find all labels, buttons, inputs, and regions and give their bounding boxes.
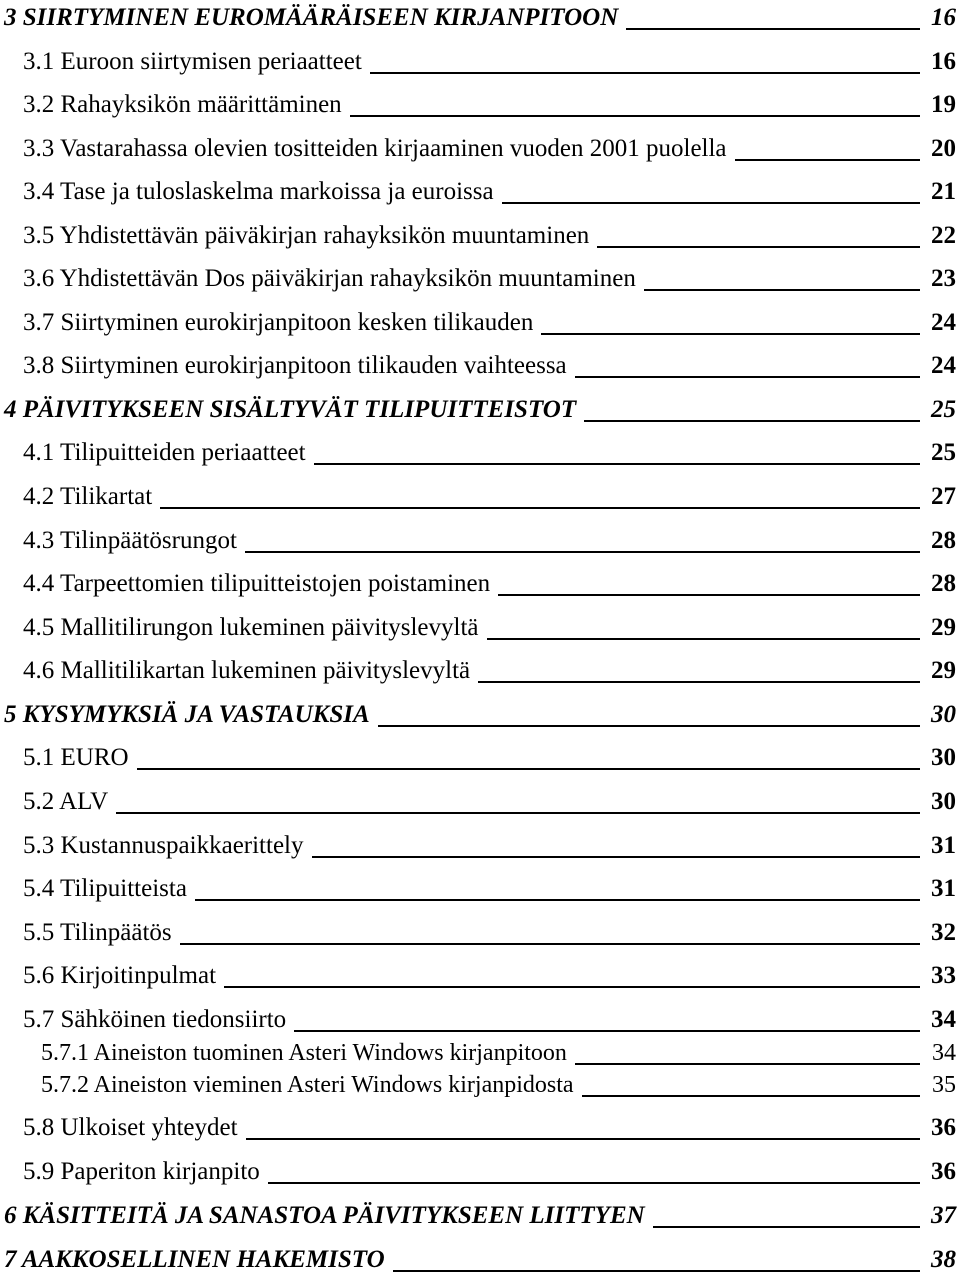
toc-leader-line	[498, 594, 920, 596]
toc-section-entry[interactable]	[0, 564, 960, 604]
toc-leader-line	[294, 1030, 920, 1032]
toc-leader-line	[626, 28, 920, 30]
toc-entry-title: 3.8 Siirtyminen eurokirjanpitoon tilikauden vaihteessa	[23, 352, 567, 379]
toc-section-entry[interactable]	[0, 651, 960, 691]
toc-leader-line	[195, 899, 920, 901]
toc-entry-title: 4.3 Tilinpäätösrungot	[23, 527, 237, 554]
toc-entry-title: 5.8 Ulkoiset yhteydet	[23, 1114, 238, 1141]
toc-entry-title: 3.2 Rahayksikön määrittäminen	[23, 91, 342, 118]
toc-page-number: 29	[931, 657, 956, 684]
toc-section-entry[interactable]	[0, 521, 960, 561]
toc-entry-title: 5 KYSYMYKSIÄ JA VASTAUKSIA	[4, 701, 370, 728]
toc-section-entry[interactable]	[0, 1152, 960, 1192]
toc-leader-line	[541, 333, 920, 335]
toc-section-entry[interactable]	[0, 259, 960, 299]
toc-section-entry[interactable]	[0, 608, 960, 648]
toc-section-entry[interactable]	[0, 782, 960, 822]
toc-leader-line	[378, 725, 920, 727]
toc-page-number: 36	[931, 1158, 956, 1185]
toc-leader-line	[350, 115, 920, 117]
toc-page-number: 30	[931, 701, 956, 728]
toc-leader-line	[644, 289, 920, 291]
toc-leader-line	[268, 1182, 920, 1184]
toc-section-entry[interactable]	[0, 913, 960, 953]
toc-page-number: 21	[931, 178, 956, 205]
toc-page-number: 37	[931, 1202, 956, 1229]
toc-entry-title: 3.4 Tase ja tuloslaskelma markoissa ja euroissa	[23, 178, 494, 205]
toc-entry-title: 4.6 Mallitilikartan lukeminen päivityslevyltä	[23, 657, 471, 684]
toc-page-number: 30	[931, 744, 956, 771]
toc-page-number: 33	[931, 962, 956, 989]
toc-entry-title: 3 SIIRTYMINEN EUROMÄÄRÄISEEN KIRJANPITOON	[4, 4, 619, 31]
toc-entry-title: 5.9 Paperiton kirjanpito	[23, 1158, 260, 1185]
toc-leader-line	[246, 1138, 920, 1140]
toc-leader-line	[653, 1226, 920, 1228]
toc-page-number: 35	[932, 1072, 956, 1098]
toc-entry-title: 3.3 Vastarahassa olevien tositteiden kirjaaminen vuoden 2001 puolella	[23, 135, 727, 162]
toc-section-entry[interactable]	[0, 869, 960, 909]
toc-page-number: 31	[931, 832, 956, 859]
toc-page-number: 28	[931, 570, 956, 597]
toc-chapter-entry[interactable]	[0, 1196, 960, 1236]
toc-leader-line	[597, 246, 920, 248]
toc-subsection-entry[interactable]	[0, 1065, 960, 1105]
toc-leader-line	[575, 376, 920, 378]
toc-entry-title: 5.6 Kirjoitinpulmat	[23, 962, 217, 989]
toc-leader-line	[502, 202, 920, 204]
toc-page-number: 24	[931, 352, 956, 379]
toc-chapter-entry[interactable]	[0, 390, 960, 430]
toc-entry-title: 3.1 Euroon siirtymisen periaatteet	[23, 48, 362, 75]
toc-section-entry[interactable]	[0, 172, 960, 212]
toc-page-number: 25	[931, 396, 956, 423]
toc-section-entry[interactable]	[0, 477, 960, 517]
toc-page-number: 36	[931, 1114, 956, 1141]
toc-entry-title: 3.6 Yhdistettävän Dos päiväkirjan rahayksikön muuntaminen	[23, 265, 636, 292]
toc-page-number: 25	[931, 439, 956, 466]
toc-entry-title: 6 KÄSITTEITÄ JA SANASTOA PÄIVITYKSEEN LIITTYEN	[4, 1202, 645, 1229]
toc-chapter-entry[interactable]	[0, 695, 960, 735]
toc-entry-title: 7 AAKKOSELLINEN HAKEMISTO	[4, 1246, 385, 1273]
toc-page-number: 29	[931, 614, 956, 641]
toc-entry-title: 5.7 Sähköinen tiedonsiirto	[23, 1006, 287, 1033]
toc-entry-title: 5.5 Tilinpäätös	[23, 919, 172, 946]
toc-leader-line	[314, 463, 920, 465]
toc-entry-title: 4.5 Mallitilirungon lukeminen päivityslevyltä	[23, 614, 479, 641]
toc-page-number: 27	[931, 483, 956, 510]
toc-leader-line	[116, 812, 920, 814]
toc-leader-line	[393, 1270, 920, 1272]
toc-leader-line	[180, 943, 920, 945]
toc-section-entry[interactable]	[0, 42, 960, 82]
toc-leader-line	[478, 681, 920, 683]
toc-page-number: 23	[931, 265, 956, 292]
toc-leader-line	[312, 856, 920, 858]
toc-section-entry[interactable]	[0, 129, 960, 169]
toc-leader-line	[487, 638, 920, 640]
toc-page-number: 19	[931, 91, 956, 118]
toc-leader-line	[160, 507, 920, 509]
toc-section-entry[interactable]	[0, 85, 960, 125]
toc-entry-title: 4.1 Tilipuitteiden periaatteet	[23, 439, 306, 466]
toc-leader-line	[224, 986, 920, 988]
toc-entry-title: 5.3 Kustannuspaikkaerittely	[23, 832, 304, 859]
toc-section-entry[interactable]	[0, 303, 960, 343]
toc-leader-line	[370, 72, 920, 74]
toc-leader-line	[735, 159, 920, 161]
toc-entry-title: 3.5 Yhdistettävän päiväkirjan rahayksikön muuntaminen	[23, 222, 590, 249]
toc-entry-title: 4.2 Tilikartat	[23, 483, 153, 510]
toc-page-number: 30	[931, 788, 956, 815]
toc-entry-title: 5.7.1 Aineiston tuominen Asteri Windows kirjanpitoon	[41, 1040, 567, 1066]
toc-leader-line	[582, 1095, 920, 1097]
toc-section-entry[interactable]	[0, 826, 960, 866]
toc-page-number: 16	[931, 4, 956, 31]
toc-page-number: 31	[931, 875, 956, 902]
toc-page-number: 38	[931, 1246, 956, 1273]
toc-entry-title: 5.7.2 Aineiston vieminen Asteri Windows kirjanpidosta	[41, 1072, 574, 1098]
toc-section-entry[interactable]	[0, 956, 960, 996]
toc-leader-line	[584, 420, 920, 422]
toc-entry-title: 5.1 EURO	[23, 744, 129, 771]
toc-leader-line	[137, 768, 920, 770]
toc-entry-title: 5.4 Tilipuitteista	[23, 875, 187, 902]
toc-section-entry[interactable]	[0, 346, 960, 386]
toc-chapter-entry[interactable]	[0, 0, 960, 38]
toc-page-number: 34	[932, 1040, 956, 1066]
toc-page-number: 32	[931, 919, 956, 946]
toc-page-number: 24	[931, 309, 956, 336]
toc-page-number: 16	[931, 48, 956, 75]
toc-page-number: 20	[931, 135, 956, 162]
toc-page-number: 22	[931, 222, 956, 249]
toc-section-entry[interactable]	[0, 216, 960, 256]
toc-section-entry[interactable]	[0, 433, 960, 473]
toc-chapter-entry[interactable]	[0, 1240, 960, 1280]
toc-page-number: 28	[931, 527, 956, 554]
toc-entry-title: 5.2 ALV	[23, 788, 109, 815]
toc-entry-title: 4.4 Tarpeettomien tilipuitteistojen poistaminen	[23, 570, 491, 597]
toc-entry-title: 4 PÄIVITYKSEEN SISÄLTYVÄT TILIPUITTEISTOT	[4, 396, 577, 423]
toc-entry-title: 3.7 Siirtyminen eurokirjanpitoon kesken tilikauden	[23, 309, 534, 336]
toc-leader-line	[245, 551, 920, 553]
toc-section-entry[interactable]	[0, 738, 960, 778]
toc-page-number: 34	[931, 1006, 956, 1033]
toc-section-entry[interactable]	[0, 1108, 960, 1148]
